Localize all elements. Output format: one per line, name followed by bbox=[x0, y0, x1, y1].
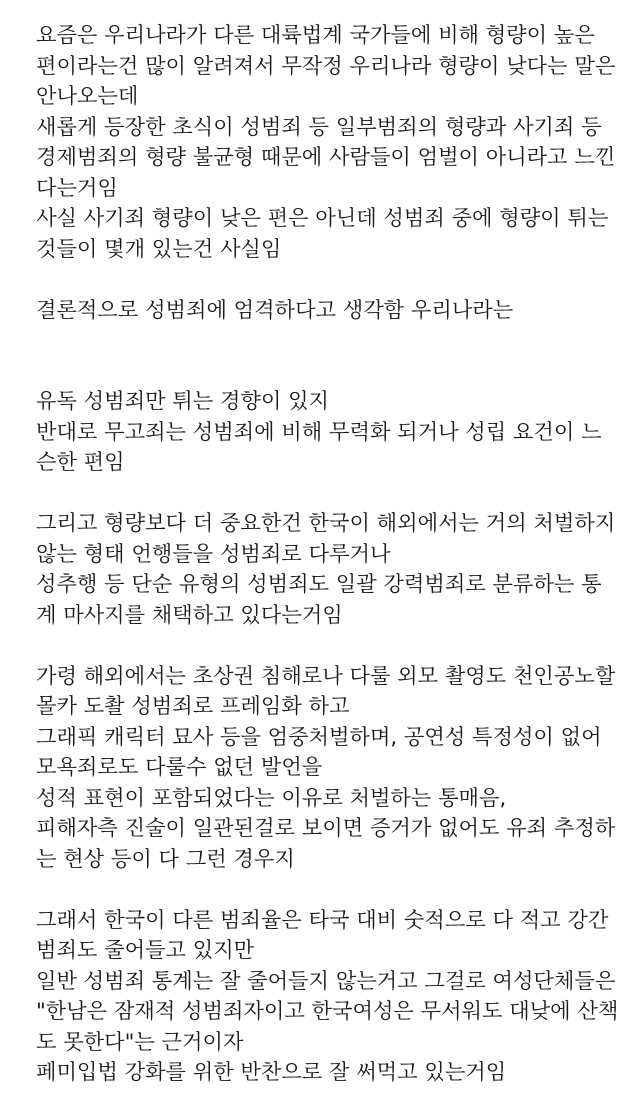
text-line: 편이라는건 많이 알려져서 무작정 우리나라 형량이 낮다는 말은 bbox=[36, 52, 616, 78]
paragraph-gap bbox=[36, 264, 606, 295]
text-line: 다는거임 bbox=[36, 174, 118, 200]
text-line: 페미입법 강화를 위한 반찬으로 잘 써먹고 있는거임 bbox=[36, 1059, 507, 1084]
text-line: 사실 사기죄 형량이 낮은 편은 아닌데 성범죄 중에 형량이 튀는 bbox=[36, 205, 609, 230]
text-line: 그래픽 캐릭터 묘사 등을 엄중처벌하며, 공연성 특정성이 없어 bbox=[36, 723, 602, 749]
text-line: 유독 성범죄만 튀는 경향이 있지 bbox=[36, 388, 330, 413]
text-line: 반대로 무고죄는 성범죄에 비해 무력화 되거나 성립 요건이 느 bbox=[36, 418, 602, 444]
text-line: 가령 해외에서는 초상권 침해로나 다룰 외모 촬영도 천인공노할 bbox=[36, 662, 616, 688]
text-line: 않는 형태 언행들을 성범죄로 다루거나 bbox=[36, 540, 391, 566]
text-line: 일반 성범죄 통계는 잘 줄어들지 않는거고 그걸로 여성단체들은 bbox=[36, 967, 616, 993]
text-line: 성적 표현이 포함되었다는 이유로 처벌하는 통매음, bbox=[36, 784, 507, 810]
text-line: "한남은 잠재적 성범죄자이고 한국여성은 무서워도 대낮에 산책 bbox=[36, 998, 619, 1023]
text-line: 것들이 몇개 있는건 사실임 bbox=[36, 235, 282, 261]
paragraph-gap bbox=[36, 325, 606, 386]
paragraph-gap bbox=[36, 630, 606, 661]
paragraph-4 bbox=[36, 508, 616, 630]
text-line: 새롭게 등장한 초식이 성범죄 등 일부범죄의 형량과 사기죄 등 bbox=[36, 113, 602, 139]
paragraph-gap bbox=[36, 478, 606, 509]
text-line: 그래서 한국이 다른 범죄율은 타국 대비 숫적으로 다 적고 강간 bbox=[36, 906, 609, 932]
paragraph-2 bbox=[36, 295, 606, 326]
paragraph-6 bbox=[36, 905, 619, 1088]
text-line: 슨한 편임 bbox=[36, 449, 125, 474]
text-line: 모욕죄로도 다룰수 없던 발언을 bbox=[36, 754, 323, 779]
text-line: 경제범죄의 형량 불균형 때문에 사람들이 엄벌이 아니라고 느낀 bbox=[36, 144, 616, 169]
post-body bbox=[36, 20, 619, 1088]
text-line: 결론적으로 성범죄에 엄격하다고 생각함 우리나라는 bbox=[36, 296, 514, 322]
text-line: 안나오는데 bbox=[36, 83, 139, 108]
paragraph-3 bbox=[36, 386, 606, 478]
text-line: 요즘은 우리나라가 다른 대륙법계 국가들에 비해 형량이 높은 bbox=[36, 22, 595, 47]
text-line: 도 못한다"는 근거이자 bbox=[36, 1028, 244, 1054]
text-line: 범죄도 줄어들고 있지만 bbox=[36, 937, 255, 962]
text-line: 그리고 형량보다 더 중요한건 한국이 해외에서는 거의 처벌하지 bbox=[36, 510, 616, 535]
text-line: 성추행 등 단순 유형의 성범죄도 일괄 강력범죄로 분류하는 통 bbox=[36, 571, 602, 596]
text-line: 피해자측 진술이 일관된걸로 보이면 증거가 없어도 유죄 추정하 bbox=[36, 815, 616, 840]
paragraph-5 bbox=[36, 661, 616, 875]
paragraph-1 bbox=[36, 20, 616, 264]
text-line: 는 현상 등이 다 그런 경우지 bbox=[36, 845, 295, 871]
paragraph-gap bbox=[36, 874, 606, 905]
text-line: 계 마사지를 채택하고 있다는거임 bbox=[36, 601, 343, 627]
text-line: 몰카 도촬 성범죄로 프레임화 하고 bbox=[36, 693, 350, 718]
